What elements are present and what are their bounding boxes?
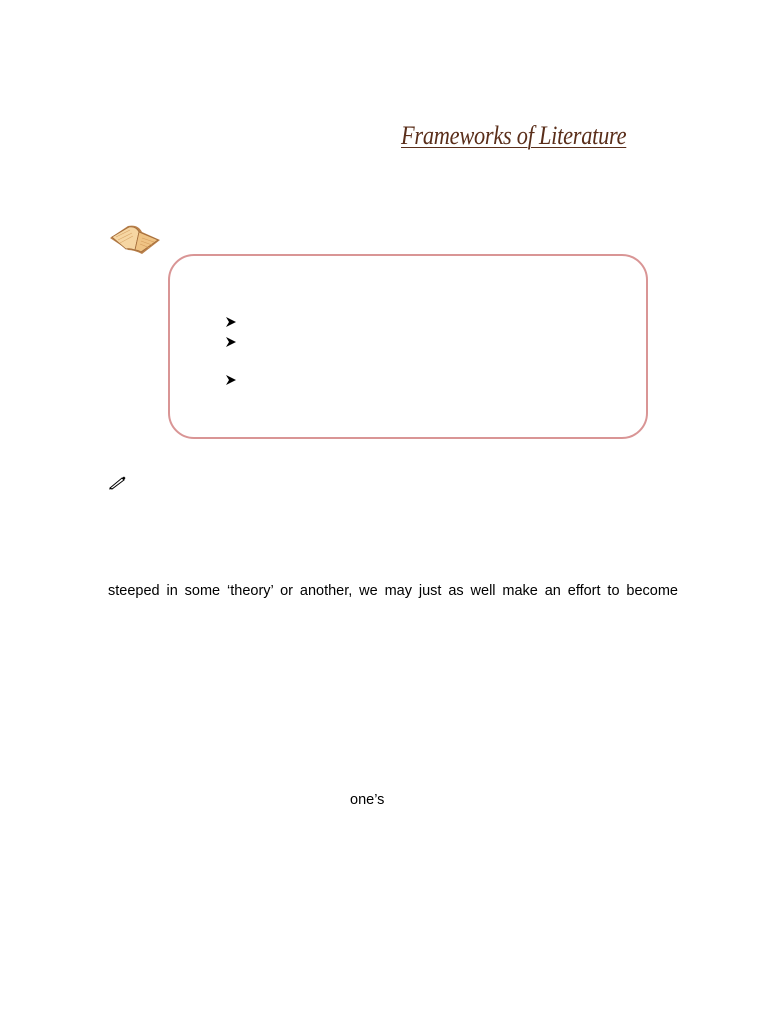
arrowhead-bullet-icon — [225, 374, 239, 386]
body-text-line: steeped in some ‘theory’ or another, we may just as well make an effort to become — [108, 583, 678, 599]
pen-icon — [108, 476, 126, 490]
objectives-box — [168, 254, 648, 439]
open-book-icon — [108, 220, 162, 260]
page-title: Frameworks of Literature — [401, 121, 627, 150]
arrowhead-bullet-icon — [225, 316, 239, 328]
arrowhead-bullet-icon — [225, 336, 239, 348]
body-text-fragment: one’s — [350, 792, 385, 808]
